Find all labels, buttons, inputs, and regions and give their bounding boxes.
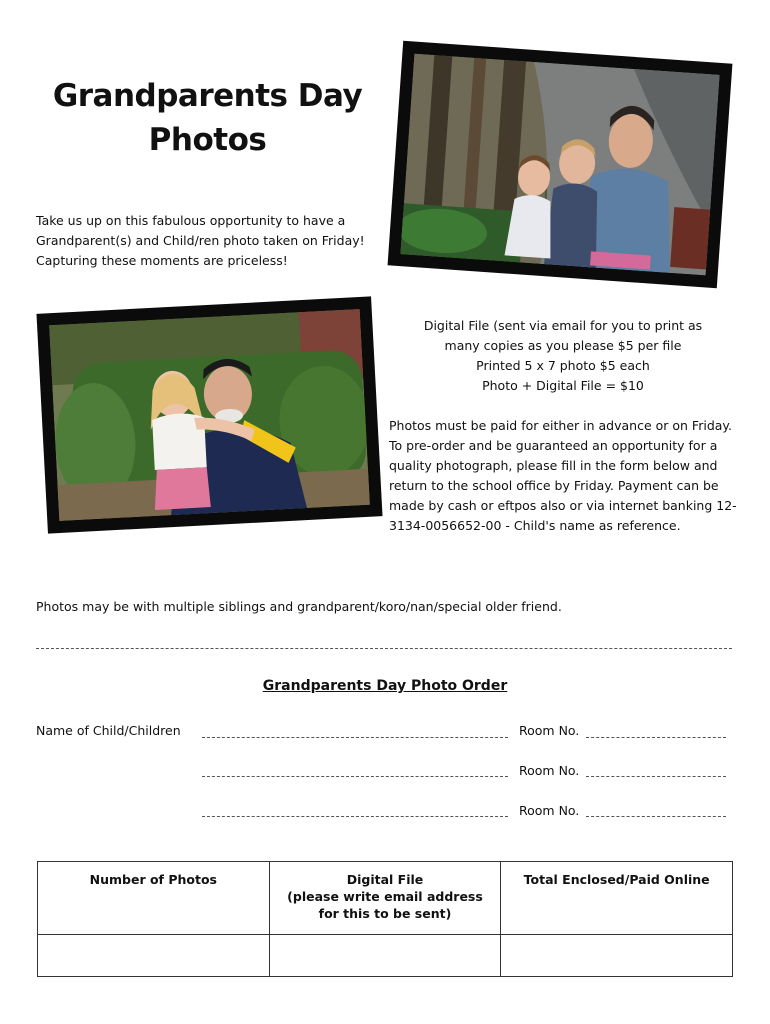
child-name-label: Name of Child/Children [36, 723, 181, 738]
header-digital-file-line-3: for this to be sent) [318, 906, 452, 921]
pricing-line-1: Digital File (sent via email for you to print as [423, 318, 703, 333]
header-digital-file-line-2: (please write email address [287, 889, 483, 904]
room-field-3[interactable] [586, 816, 726, 817]
room-label-2: Room No. [519, 763, 580, 778]
digital-file-email-cell[interactable] [269, 935, 501, 977]
room-label-1: Room No. [519, 723, 580, 738]
photo-grandmother-children [388, 41, 733, 288]
child-name-field-3[interactable] [202, 816, 508, 817]
child-name-field-2[interactable] [202, 776, 508, 777]
number-of-photos-cell[interactable] [38, 935, 270, 977]
order-table-header [38, 862, 733, 935]
title-line-2: Photos [148, 122, 267, 158]
total-enclosed-cell[interactable] [501, 935, 733, 977]
order-table-entry-row [38, 935, 733, 977]
child-name-field-1[interactable] [202, 737, 508, 738]
pricing-line-3: Printed 5 x 7 photo $5 each [476, 358, 650, 373]
order-form-title: Grandparents Day Photo Order [262, 678, 508, 694]
header-total-enclosed-text: Total Enclosed/Paid Online [523, 872, 710, 887]
room-field-2[interactable] [586, 776, 726, 777]
room-field-1[interactable] [586, 737, 726, 738]
intro-text: Take us up on this fabulous opportunity to have a Grandparent(s) and Child/ren photo taken on Friday! Capturing these moments are priceless! [36, 213, 365, 268]
header-number-of-photos-text: Number of Photos [89, 872, 217, 887]
header-number-of-photos [38, 862, 270, 935]
room-label-3: Room No. [519, 803, 580, 818]
payment-info: Photos must be paid for either in advance or on Friday. To pre-order and be guaranteed an opportunity for a quality photograph, please fill in the form below and return to the school office by Friday. Payment can be made by cash or eftpos also or via internet banking 12-3134-0056652-00 - Child's name as reference. [389, 418, 737, 533]
page-title [30, 74, 385, 162]
title-line-1: Grandparents Day [52, 78, 363, 114]
pricing-line-4: Photo + Digital File = $10 [482, 378, 644, 393]
pricing-line-2: many copies as you please $5 per file [444, 338, 682, 353]
photo-grandfather-girl [36, 296, 382, 533]
header-digital-file [269, 862, 501, 935]
header-digital-file-line-1: Digital File [346, 872, 424, 887]
pricing-info [388, 316, 738, 396]
siblings-note: Photos may be with multiple siblings and grandparent/koro/nan/special older friend. [36, 599, 562, 614]
order-table [37, 861, 733, 977]
header-total-enclosed [501, 862, 733, 935]
cut-line [36, 648, 732, 649]
